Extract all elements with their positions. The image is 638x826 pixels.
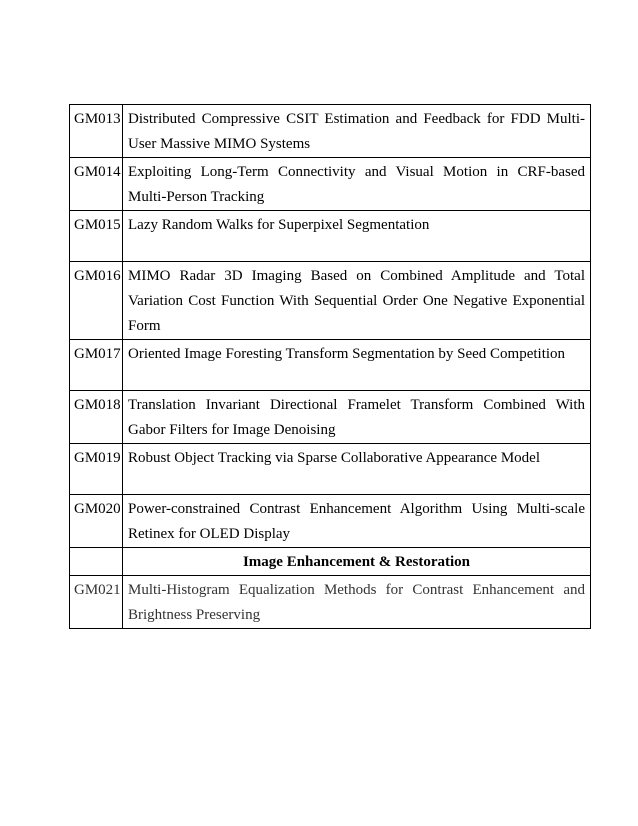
project-title: Translation Invariant Directional Framelet Transform Combined With Gabor Filters for Image Denoising (123, 391, 591, 444)
table-row (70, 495, 591, 548)
table-row (70, 262, 591, 340)
project-list-table (69, 104, 591, 629)
project-code: GM020 (70, 495, 123, 548)
project-title: Lazy Random Walks for Superpixel Segmentation (123, 211, 591, 262)
project-title: Robust Object Tracking via Sparse Collaborative Appearance Model (123, 444, 591, 495)
table-row (70, 211, 591, 262)
project-title: Multi-Histogram Equalization Methods for Contrast Enhancement and Brightness Preserving (123, 576, 591, 629)
table-row (70, 576, 591, 629)
project-title: Exploiting Long-Term Connectivity and Visual Motion in CRF-based Multi-Person Tracking (123, 158, 591, 211)
section-heading-row (70, 548, 591, 576)
project-title: Oriented Image Foresting Transform Segmentation by Seed Competition (123, 340, 591, 391)
table-row (70, 444, 591, 495)
project-code: GM015 (70, 211, 123, 262)
table-row (70, 158, 591, 211)
empty-code-cell (70, 548, 123, 576)
project-code: GM018 (70, 391, 123, 444)
project-code: GM021 (70, 576, 123, 629)
project-code: GM016 (70, 262, 123, 340)
project-code: GM017 (70, 340, 123, 391)
section-heading: Image Enhancement & Restoration (123, 548, 591, 576)
project-code: GM019 (70, 444, 123, 495)
project-title: MIMO Radar 3D Imaging Based on Combined Amplitude and Total Variation Cost Function With Sequential Order One Negative Exponential Form (123, 262, 591, 340)
project-title: Power-constrained Contrast Enhancement Algorithm Using Multi-scale Retinex for OLED Display (123, 495, 591, 548)
table-row (70, 105, 591, 158)
table-row (70, 391, 591, 444)
project-code: GM014 (70, 158, 123, 211)
project-title: Distributed Compressive CSIT Estimation and Feedback for FDD Multi-User Massive MIMO Systems (123, 105, 591, 158)
project-code: GM013 (70, 105, 123, 158)
table-row (70, 340, 591, 391)
